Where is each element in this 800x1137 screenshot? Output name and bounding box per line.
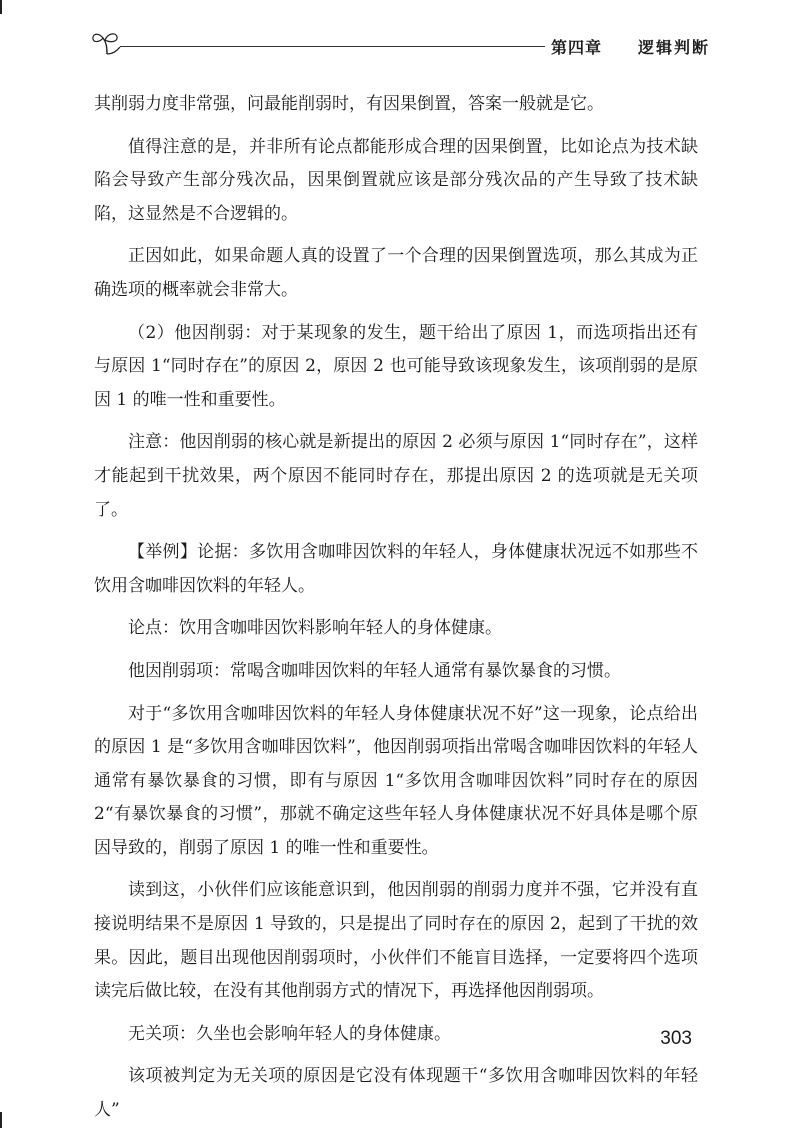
paragraph: 读到这，小伙伴们应该能意识到，他因削弱的削弱力度并不强，它并没有直接说明结果不是原因 1 导致的，只是提出了同时存在的原因 2，起到了干扰的效果。因此，题目出现他因削弱项时，小伙伴们不能盲目选择，一定要将四个选项读完后做比较，在没有其他削弱方式的情况下，再选择他因削弱项。	[94, 880, 698, 1002]
scan-mark	[0, 1112, 2, 1128]
section-title: 逻辑判断	[637, 38, 710, 57]
scan-mark	[0, 0, 2, 14]
sprout-icon	[90, 30, 124, 56]
paragraph: 论点：饮用含咖啡因饮料影响年轻人的身体健康。	[128, 618, 502, 639]
chapter-label: 第四章	[550, 38, 602, 57]
page-number: 303	[660, 1028, 692, 1049]
body-text	[94, 88, 698, 1137]
paragraph: 他因削弱项：常喝含咖啡因饮料的年轻人通常有暴饮暴食的习惯。	[128, 660, 621, 681]
example-paragraph: 【举例】论据：多饮用含咖啡因饮料的年轻人，身体健康状况远不如那些不饮用含咖啡因饮料的年轻人。	[94, 542, 698, 596]
header-rule	[120, 46, 545, 47]
paragraph: 正因如此，如果命题人真的设置了一个合理的因果倒置选项，那么其成为正确选项的概率就会非常大。	[94, 246, 698, 300]
paragraph: （2）他因削弱：对于某现象的发生，题干给出了原因 1，而选项指出还有与原因 1“同时存在”的原因 2，原因 2 也可能导致该现象发生，该项削弱的是原因 1 的唯一性和重要性。	[94, 322, 698, 410]
paragraph: 其削弱力度非常强，问最能削弱时，有因果倒置，答案一般就是它。	[94, 94, 604, 114]
running-header	[90, 30, 710, 60]
paragraph: 该项被判定为无关项的原因是它没有体现题干“多饮用含咖啡因饮料的年轻人”	[94, 1066, 698, 1121]
paragraph: 值得注意的是，并非所有论点都能形成合理的因果倒置，比如论点为技术缺陷会导致产生部分残次品，因果倒置就应该是部分残次品的产生导致了技术缺陷，这显然是不合逻辑的。	[94, 136, 698, 224]
paragraph: 无关项：久坐也会影响年轻人的身体健康。	[128, 1023, 451, 1044]
paragraph: 对于“多饮用含咖啡因饮料的年轻人身体健康状况不好”这一现象，论点给出的原因 1 是“多饮用含咖啡因饮料”，他因削弱项指出常喝含咖啡因饮料的年轻人通常有暴饮暴食的习惯，即有与原因 1“多饮用含咖啡因饮料”同时存在的原因 2“有暴饮暴食的习惯”，那就不确定这些年轻人身体健康状况不好具体是哪个原因导致的，削弱了原因 1 的唯一性和重要性。	[94, 703, 698, 858]
paragraph: 注意：他因削弱的核心就是新提出的原因 2 必须与原因 1“同时存在”，这样才能起到干扰效果，两个原因不能同时存在，那提出原因 2 的选项就是无关项了。	[94, 432, 698, 520]
